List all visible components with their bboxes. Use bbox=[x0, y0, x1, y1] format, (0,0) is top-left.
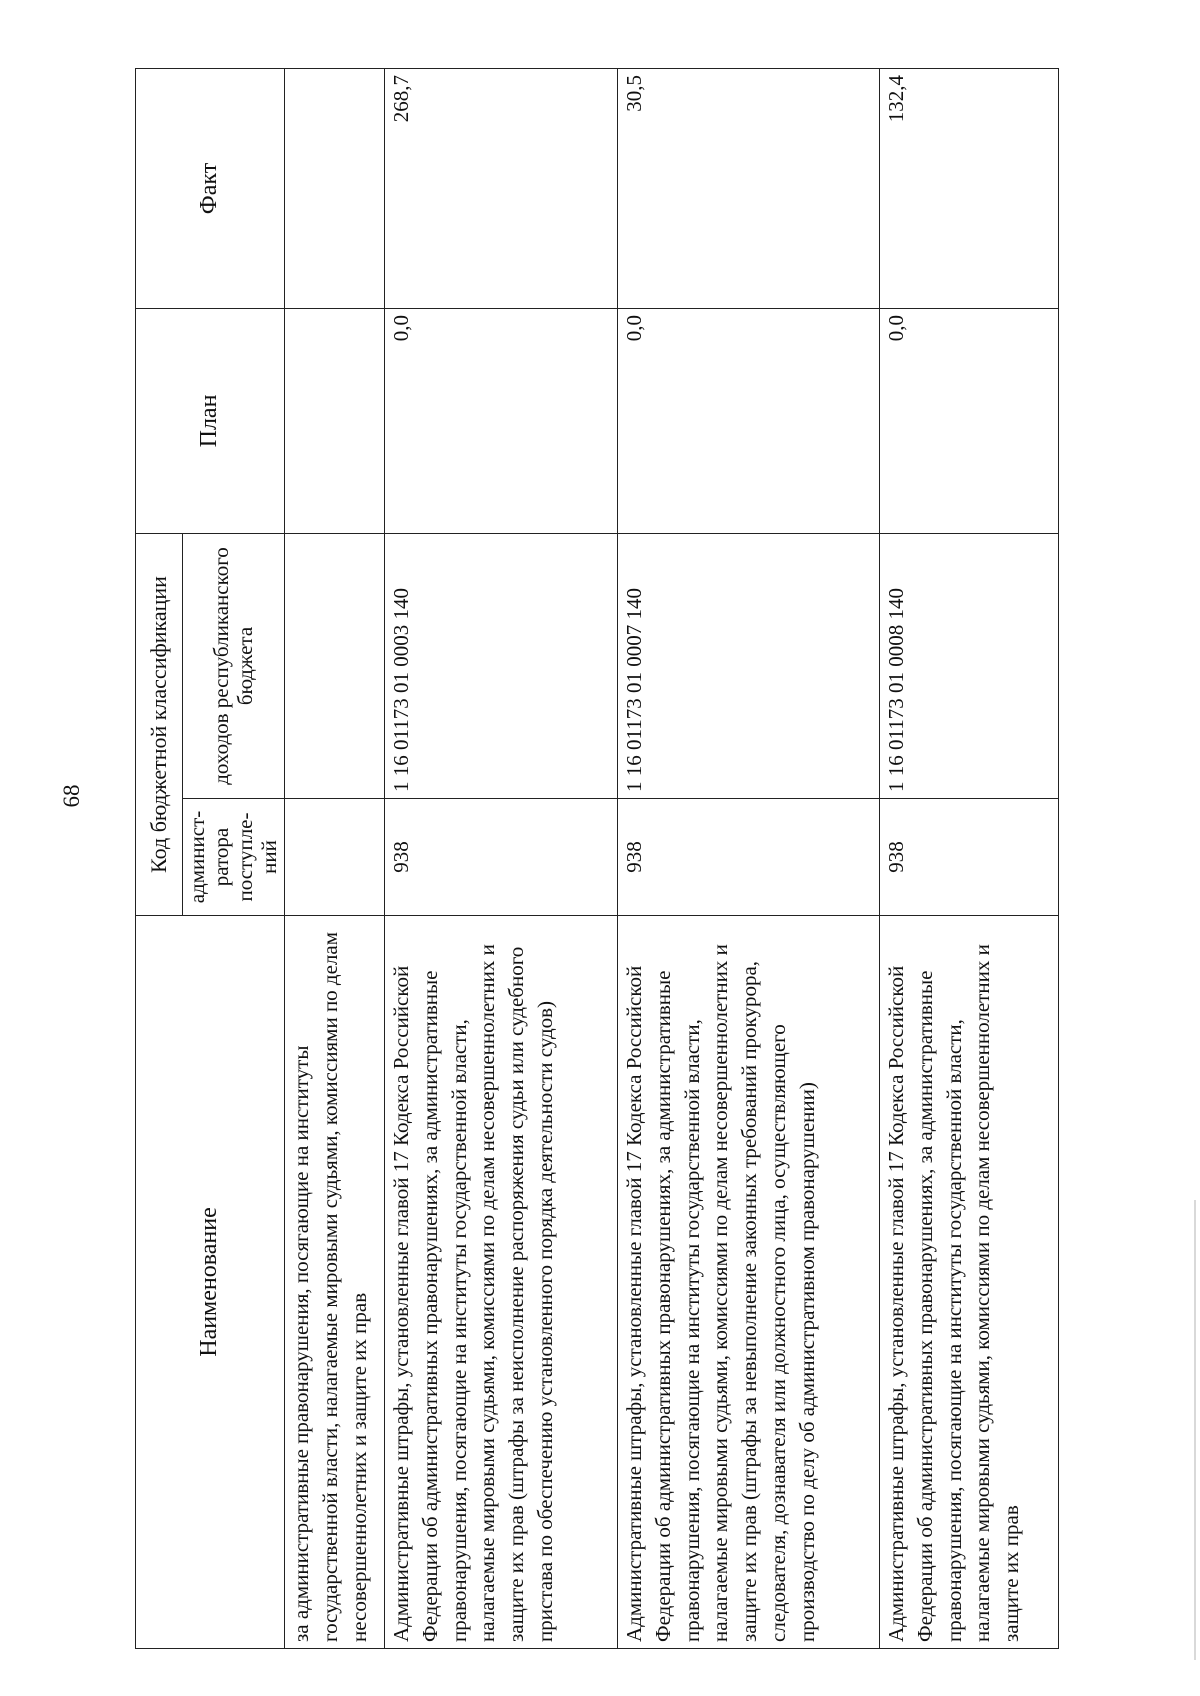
row-admin-code: 938 bbox=[617, 799, 879, 916]
row-name: Административные штрафы, установленные главой 17 Кодекса Российской Федерации об административных правонарушениях, за административные правонарушения, посягающие на институты государственной власти, налагаемые мировыми судьями, комиссиями по делам несовершеннолетних и защите их прав (штрафы за неисполнение распоряжения судьи или судебного пристава по обеспечению установленного порядка деятельности судов) bbox=[384, 916, 617, 1649]
header-fact: Факт bbox=[136, 68, 285, 308]
row-revenue-code: 1 16 01173 01 0007 140 bbox=[617, 533, 879, 798]
row-name: Административные штрафы, установленные главой 17 Кодекса Российской Федерации об административных правонарушениях, за административные правонарушения, посягающие на институты государственной власти, налагаемые мировыми судьями, комиссиями по делам несовершеннолетних и защите их прав (штрафы за невыполнение законных требований прокурора, следователя, дознавателя или должностного лица, осуществляющего производство по делу об административном правонарушении) bbox=[617, 916, 879, 1649]
table-row bbox=[879, 68, 1058, 1648]
row-name: Административные штрафы, установленные главой 17 Кодекса Российской Федерации об административных правонарушениях, за административные правонарушения, посягающие на институты государственной власти, налагаемые мировыми судьями, комиссиями по делам несовершеннолетних и защите их прав bbox=[879, 916, 1058, 1649]
scan-edge-mark bbox=[1194, 1200, 1196, 1660]
row-plan: 0,0 bbox=[617, 308, 879, 533]
header-row-1 bbox=[136, 68, 183, 1648]
header-admin: админист-ратора поступле-ний bbox=[183, 799, 285, 916]
row-revenue-code bbox=[284, 533, 384, 798]
row-admin-code: 938 bbox=[879, 799, 1058, 916]
row-fact: 268,7 bbox=[384, 68, 617, 308]
row-admin-code bbox=[284, 799, 384, 916]
row-name: за административные правонарушения, посягающие на институты государственной власти, налагаемые мировыми судьями, комиссиями по делам несовершеннолетних и защите их прав bbox=[284, 916, 384, 1649]
row-admin-code: 938 bbox=[384, 799, 617, 916]
table-row bbox=[384, 68, 617, 1648]
budget-revenue-table bbox=[135, 68, 1059, 1649]
row-revenue-code: 1 16 01173 01 0003 140 bbox=[384, 533, 617, 798]
row-plan bbox=[284, 308, 384, 533]
header-kbk: Код бюджетной классификации bbox=[136, 533, 183, 915]
table-row bbox=[284, 68, 384, 1648]
row-plan: 0,0 bbox=[384, 308, 617, 533]
row-plan: 0,0 bbox=[879, 308, 1058, 533]
header-revenue: доходов республиканского бюджета bbox=[183, 533, 285, 798]
row-fact bbox=[284, 68, 384, 308]
header-name: Наименование bbox=[136, 916, 285, 1649]
row-fact: 30,5 bbox=[617, 68, 879, 308]
table-row bbox=[617, 68, 879, 1648]
row-revenue-code: 1 16 01173 01 0008 140 bbox=[879, 533, 1058, 798]
row-fact: 132,4 bbox=[879, 68, 1058, 308]
header-plan: План bbox=[136, 308, 285, 533]
rotated-table-container bbox=[135, 69, 1059, 1649]
page-number: 68 bbox=[59, 784, 84, 808]
